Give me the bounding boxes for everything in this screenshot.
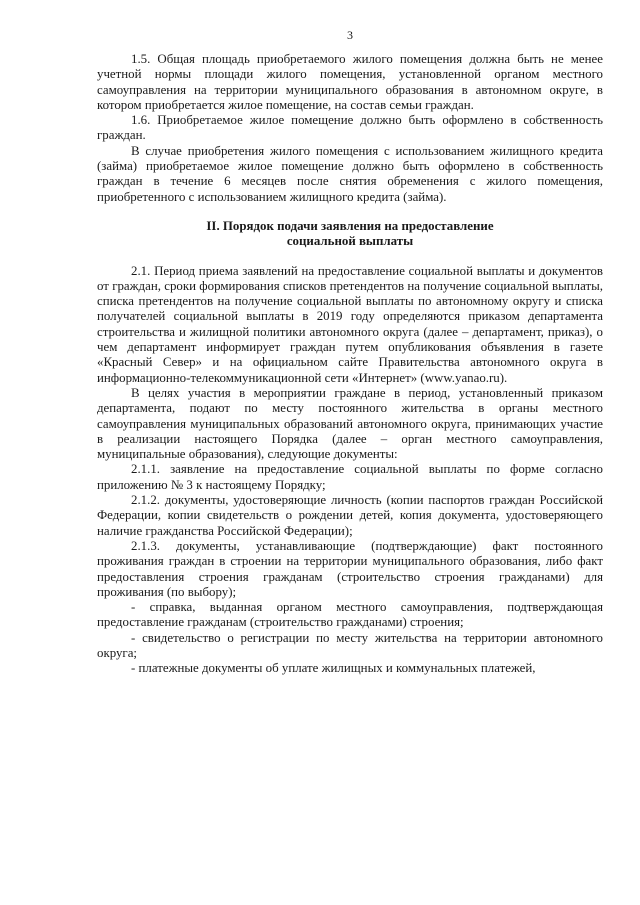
- paragraph-1-5: 1.5. Общая площадь приобретаемого жилого помещения должна быть не менее учетной нормы площади жилого помещения, установленной органом местного самоуправления на территории муниципального образования в автономном округе, в котором приобретается жилое помещение, на состав семьи граждан.: [97, 52, 603, 112]
- paragraph-2-1-3: 2.1.3. документы, устанавливающие (подтверждающие) факт постоянного проживания граждан в строении на территории муниципального образования, либо факт предоставления строения гражданам (строительство строения гражданами) для проживания (по выбору);: [97, 538, 603, 599]
- list-item-registration: - свидетельство о регистрации по месту жительства на территории автономного округа;: [97, 630, 603, 660]
- section-heading-line-1: II. Порядок подачи заявления на предоставление: [206, 218, 494, 233]
- paragraph-2-1-1: 2.1.1. заявление на предоставление социальной выплаты по форме согласно приложению № 3 к настоящему Порядку;: [97, 462, 603, 492]
- list-item-payments: - платежные документы об уплате жилищных и коммунальных платежей,: [131, 661, 536, 676]
- page-number: 3: [347, 28, 353, 42]
- paragraph-2-1: 2.1. Период приема заявлений на предоставление социальной выплаты и документов от граждан, сроки формирования списков претендентов на получение социальной выплаты, списка претендентов на получение социальной выплаты по автономному округу и списка получателей социальной выплаты в 2019 году определяются приказом департамента строительства и жилищной политики автономного округа (далее – департамент, приказ), о чем департамент информирует граждан путем опубликования объявления в газете «Красный Север» и на официальном сайте Правительства автономного округа в информационно-телекоммуникационной сети «Интернет» (www.yanao.ru).: [97, 263, 603, 385]
- section-heading: [97, 219, 603, 250]
- paragraph-participation: В целях участия в мероприятии граждане в период, установленный приказом департамента, подают по месту постоянного жительства в органы местного самоуправления муниципальных образований автономного округа, принимающих участие в реализации настоящего Порядка (далее – орган местного самоуправления, муниципальные образования), следующие документы:: [97, 385, 603, 462]
- paragraph-2-1-2: 2.1.2. документы, удостоверяющие личность (копии паспортов граждан Российской Федерации, копии свидетельств о рождении детей, копия документа, удостоверяющего наличие гражданства Российской Федерации);: [97, 493, 603, 538]
- paragraph-mortgage-case: В случае приобретения жилого помещения с использованием жилищного кредита (займа) приобретаемое жилое помещение должно быть оформлено в собственность граждан в течение 6 месяцев после снятия обременения с жилого помещения, приобретенного с использованием жилищного кредита (займа).: [97, 143, 603, 204]
- paragraph-1-6: 1.6. Приобретаемое жилое помещение должно быть оформлено в собственность граждан.: [97, 113, 603, 143]
- document-body: [97, 52, 603, 677]
- section-heading-line-2: социальной выплаты: [286, 234, 414, 249]
- list-item-certificate: - справка, выданная органом местного самоуправления, подтверждающая предоставление гражданам (строительство гражданами) строения;: [97, 600, 603, 630]
